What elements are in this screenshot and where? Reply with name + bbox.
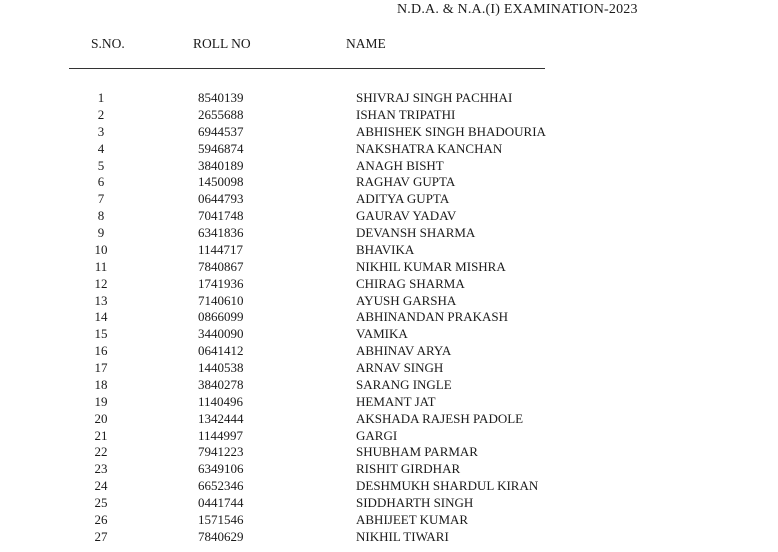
header-divider	[69, 68, 545, 69]
table-row	[0, 174, 778, 191]
serial-number: 9	[97, 225, 105, 240]
table-row	[0, 360, 778, 377]
serial-number: 7	[97, 191, 105, 207]
table-row	[0, 107, 778, 124]
candidate-name: NAKSHATRA KANCHAN	[356, 140, 503, 156]
candidate-name: SARANG INGLE	[356, 376, 452, 392]
roll-number: 3840278	[198, 376, 244, 392]
serial-number: 4	[97, 140, 105, 156]
table-row	[0, 495, 778, 512]
table-row	[0, 90, 778, 107]
table-row	[0, 225, 778, 242]
roll-number: 1450098	[198, 174, 244, 190]
candidate-name: NIKHIL TIWARI	[356, 528, 449, 544]
table-row	[0, 158, 778, 175]
table-row	[0, 259, 778, 276]
candidate-name: VAMIKA	[356, 326, 408, 342]
candidate-name: AKSHADA RAJESH PADOLE	[356, 410, 524, 426]
serial-number: 24	[94, 478, 108, 494]
serial-number: 18	[94, 376, 108, 392]
candidate-name: AYUSH GARSHA	[356, 292, 457, 308]
roll-number: 1571546	[198, 511, 244, 527]
serial-number: 13	[94, 292, 108, 308]
candidate-name: ADITYA GUPTA	[356, 191, 450, 207]
serial-number: 5	[97, 157, 105, 173]
candidate-name: ABHISHEK SINGH BHADOURIA	[356, 123, 546, 139]
table-row	[0, 276, 778, 293]
roll-number: 0641412	[198, 343, 244, 359]
table-row	[0, 242, 778, 259]
candidate-name: SIDDHARTH SINGH	[356, 495, 474, 510]
candidate-name: HEMANT JAT	[356, 393, 436, 409]
roll-number: 2655688	[198, 106, 244, 122]
table-row	[0, 191, 778, 208]
serial-number: 8	[97, 208, 105, 224]
roll-number: 1741936	[198, 275, 244, 291]
serial-number: 26	[94, 511, 108, 527]
table-row	[0, 326, 778, 343]
roll-number: 6349106	[198, 461, 244, 477]
roll-number: 1342444	[198, 410, 244, 426]
roll-number: 7041748	[198, 208, 244, 224]
roll-number: 1440538	[198, 360, 244, 375]
roll-number: 3840189	[198, 157, 244, 173]
table-row	[0, 478, 778, 495]
roll-number: 6341836	[198, 225, 244, 240]
serial-number: 25	[94, 495, 108, 510]
candidate-name: ABHINANDAN PRAKASH	[356, 309, 509, 325]
column-header-sno: S.NO.	[91, 36, 125, 51]
serial-number: 22	[94, 444, 108, 460]
roll-number: 0644793	[198, 191, 244, 207]
table-row	[0, 411, 778, 428]
roll-number: 7840629	[198, 528, 244, 544]
column-header-roll-no: ROLL NO	[193, 36, 251, 51]
roll-number: 1144997	[198, 427, 244, 443]
table-row	[0, 309, 778, 326]
serial-number: 2	[97, 106, 105, 122]
roll-number: 3440090	[198, 326, 244, 342]
roll-number: 0866099	[198, 309, 244, 325]
candidate-name: ABHINAV ARYA	[356, 343, 452, 359]
serial-number: 12	[94, 275, 108, 291]
candidate-name: RAGHAV GUPTA	[356, 174, 456, 190]
table-row	[0, 428, 778, 445]
candidate-name: ARNAV SINGH	[356, 360, 444, 375]
candidate-name: RISHIT GIRDHAR	[356, 461, 461, 477]
serial-number: 6	[97, 174, 105, 190]
candidate-name: SHUBHAM PARMAR	[356, 444, 478, 460]
serial-number: 15	[94, 326, 108, 342]
serial-number: 3	[97, 123, 105, 139]
table-row	[0, 208, 778, 225]
document-title: N.D.A. & N.A.(I) EXAMINATION-2023	[397, 2, 638, 17]
roll-number: 8540139	[198, 90, 244, 105]
candidate-name: DESHMUKH SHARDUL KIRAN	[356, 478, 539, 494]
candidate-name: ANAGH BISHT	[356, 157, 444, 173]
candidate-name: ABHIJEET KUMAR	[356, 511, 469, 527]
table-row	[0, 124, 778, 141]
column-header-name: NAME	[346, 36, 386, 51]
table-row	[0, 293, 778, 310]
candidate-name: GAURAV YADAV	[356, 208, 457, 224]
serial-number: 11	[94, 258, 108, 274]
serial-number: 1	[97, 90, 105, 105]
serial-number: 19	[94, 393, 108, 409]
candidate-name: GARGI	[356, 427, 398, 443]
roll-number: 6652346	[198, 478, 244, 494]
candidate-name: DEVANSH SHARMA	[356, 225, 476, 240]
serial-number: 16	[94, 343, 108, 359]
roll-number: 7941223	[198, 444, 244, 460]
serial-number: 14	[94, 309, 108, 325]
table-row	[0, 141, 778, 158]
table-row	[0, 529, 778, 546]
roll-number: 6944537	[198, 123, 244, 139]
serial-number: 21	[94, 427, 108, 443]
roll-number: 0441744	[198, 495, 244, 510]
candidate-name: SHIVRAJ SINGH PACHHAI	[356, 90, 513, 105]
roll-number: 7140610	[198, 292, 244, 308]
candidate-name: NIKHIL KUMAR MISHRA	[356, 258, 506, 274]
serial-number: 23	[94, 461, 108, 477]
table-row	[0, 512, 778, 529]
table-row	[0, 377, 778, 394]
table-row	[0, 343, 778, 360]
table-row	[0, 461, 778, 478]
roll-number: 5946874	[198, 140, 244, 156]
roll-number: 7840867	[198, 258, 244, 274]
serial-number: 27	[94, 528, 108, 544]
candidate-name: BHAVIKA	[356, 241, 415, 257]
candidate-name: CHIRAG SHARMA	[356, 275, 465, 291]
roll-number: 1144717	[198, 241, 244, 257]
results-table-body	[0, 90, 778, 546]
serial-number: 10	[94, 241, 108, 257]
table-row	[0, 444, 778, 461]
serial-number: 17	[94, 360, 108, 375]
table-row	[0, 394, 778, 411]
candidate-name: ISHAN TRIPATHI	[356, 106, 456, 122]
serial-number: 20	[94, 410, 108, 426]
roll-number: 1140496	[198, 393, 244, 409]
